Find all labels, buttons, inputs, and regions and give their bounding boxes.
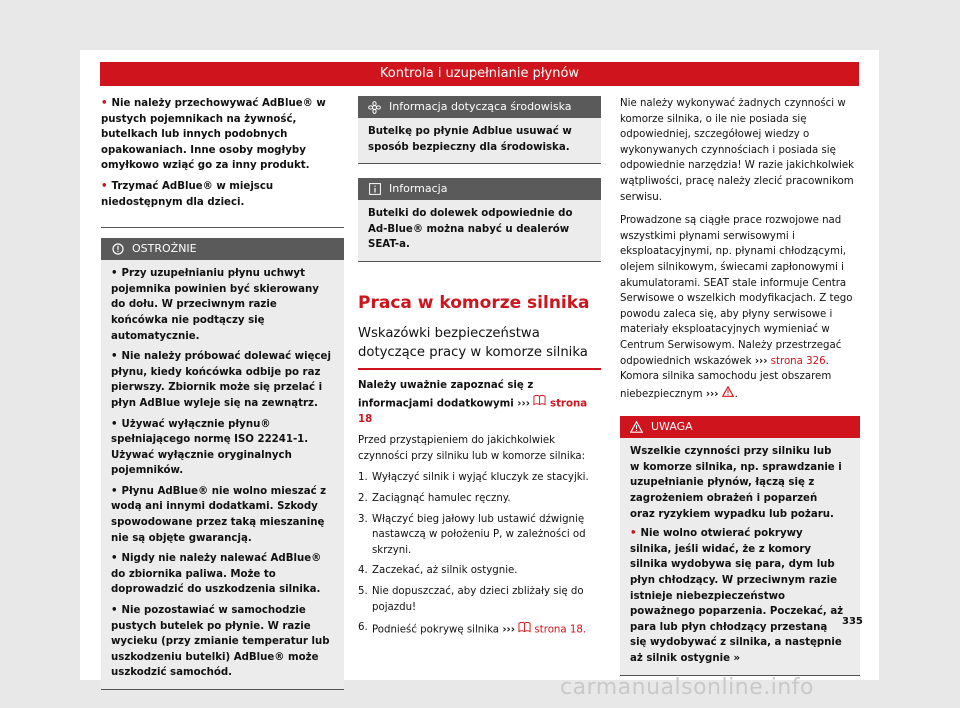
paragraph-2-reference[interactable]: strona 326 [770,355,826,367]
paragraph-2: Prowadzone są ciągłe prace rozwojowe nad wszystkimi płynami serwisowymi i eksploatacyjnymi, np. płynami chłodzącymi, olejem silnikowym, świecami zapłonowymi i akumulatorami. SEAT stale informuje Centra Serwisowe o wszelkich modyfikacjach. Z tego powodu zaleca się, aby płyny serwisowe i materiały eksploatacyjnych wymieniać w Centrum Serwisowym. Należy przestrzegać odpowiednich wskazówek ››› strona 326. Komora silnika samochodu jest obszarem niebezpiecznym ››› . [620,215,853,400]
lead-text: Należy uważnie zapoznać się z informacjami dodatkowymi ››› strona 18 [358,379,588,425]
warning-header: UWAGA [620,416,860,438]
info-box [358,178,601,262]
section-title: Praca w komorze silnika [358,292,590,313]
warning-triangle-icon [722,385,735,398]
step6-reference[interactable]: strona 18. [534,624,587,636]
info-icon [368,183,381,196]
caution-box [101,238,344,690]
subsection-title: Wskazówki bezpieczeństwa dotyczące pracy w komorze silnika [358,324,601,370]
step: 5. Nie dopuszczać, aby dzieci zbliżały się do pojazdu! [358,586,584,613]
warning-bullet: • Nie wolno otwierać pokrywy silnika, jeśli widać, że z komory silnika wydobywa się para, dym lub płyn chłodzący. W przeciwnym razie istnieje niebezpieczeństwo poważnego poparzenia. Poczekać, aż para lub płyn chłodzący przestaną się wydobywać z silnika, a następnie aż silnik ostygnie » [630,528,844,664]
step: 6. Podnieść pokrywę silnika ››› strona 18. [358,622,587,636]
book-icon [518,620,531,633]
caution-body [101,260,344,689]
column-2 [358,96,601,643]
caution-bullet: • Nie pozostawiać w samochodzie pustych butelek po płynie. W razie wycieku (przy zmianie temperatur lub uszkodzeniu butelki) AdBlue® może uszkodzić samochód. [111,605,330,679]
caution-bullet: • Nie należy próbować dolewać więcej płynu, kiedy końcówka odbije po raz pierwszy. Zbiornik może się przelać i płyn AdBlue wyleje się na zewnątrz. [111,351,331,409]
environment-box [358,96,601,164]
intro-bullet: • Trzymać AdBlue® w miejscu niedostępnym dla dzieci. [101,180,274,208]
info-body: Butelki do dolewek odpowiednie do Ad-Blue® można nabyć u dealerów SEAT-a. [358,200,601,261]
warning-icon [630,421,643,434]
column-1 [101,96,344,690]
paragraph-1: Nie należy wykonywać żadnych czynności w komorze silnika, o ile nie posiada się odpowiedniej, szczegółowej wiedzy o wykonywanych czynnościach i posiada się odpowiednie narzędzia! W razie jakichkolwiek wątpliwości, pracę należy zlecić pracownikom serwisu. [620,98,855,203]
caution-bullet: • Przy uzupełnianiu płynu uchwyt pojemnika powinien być skierowany do dołu. W przeciwnym razie końcówka nie podtączy się automatycznie. [111,268,319,342]
bullet-icon: • [101,180,108,192]
caution-bullet: • Płynu AdBlue® nie wolno mieszać z wodą ani innymi dodatkami. Szkody spowodowane przez taką mieszaninę nie są objęte gwarancją. [111,485,327,544]
warning-body: Wszelkie czynności przy silniku lub w komorze silnika, np. sprawdzanie i uzupełnianie płynów, łączą się z zagrożeniem obrażeń i poparzeń oraz ryzykiem wypadku lub pożaru. • Nie wolno otwierać pokrywy silnika, jeśli widać, że z komory silnika wydobywa się para, dym lub płyn chłodzący. W przeciwnym razie istnieje niebezpieczeństwo poważnego poparzenia. Poczekać, aż para lub płyn chłodzący przestaną się wydobywać z silnika, a następnie aż silnik ostygnie » [620,438,860,674]
caution-icon [111,243,124,256]
caution-header: OSTROŻNIE [101,238,344,260]
environment-icon [368,101,381,114]
caution-bullet: • Nigdy nie należy nalewać AdBlue® do zbiornika paliwa. Może to doprowadzić do uszkodzenia silnika. [111,553,322,596]
column-3 [620,96,860,676]
environment-header: Informacja dotycząca środowiska [358,96,601,118]
step: 4. Zaczekać, aż silnik ostygnie. [358,565,518,577]
environment-body: Butelkę po płynie Adblue usuwać w sposób bezpieczny dla środowiska. [358,118,601,163]
step: 3. Włączyć bieg jałowy lub ustawić dźwignię nastawczą w położeniu P, w zależności od skrzyni. [358,513,586,556]
page-header: Kontrola i uzupełnianie płynów [100,62,859,86]
step: 2. Zaciągnąć hamulec ręczny. [358,493,511,505]
lead-reference[interactable]: strona 18 [358,398,588,425]
page-number: 335 [842,616,863,627]
step: 1. Wyłączyć silnik i wyjąć kluczyk ze stacyjki. [358,472,589,484]
book-icon [533,394,546,407]
bullet-icon: • [101,98,108,109]
intro-paragraph: Przed przystąpieniem do jakichkolwiek czynności przy silniku lub w komorze silnika: [358,435,586,462]
warning-box [620,416,860,675]
caution-bullet: • Używać wyłącznie płynu® spełniającego normę ISO 22241-1. Używać wyłącznie oryginalnych pojemników. [111,418,309,477]
watermark: carmanualsonline.info [560,675,814,700]
info-header: Informacja [358,178,601,200]
intro-bullet: • Nie należy przechowywać AdBlue® w pustych pojemnikach na żywność, butelkach lub innych podobnych opakowaniach. Inne osoby mogłyby omyłkowo wziąć go za inny produkt. [101,98,326,172]
